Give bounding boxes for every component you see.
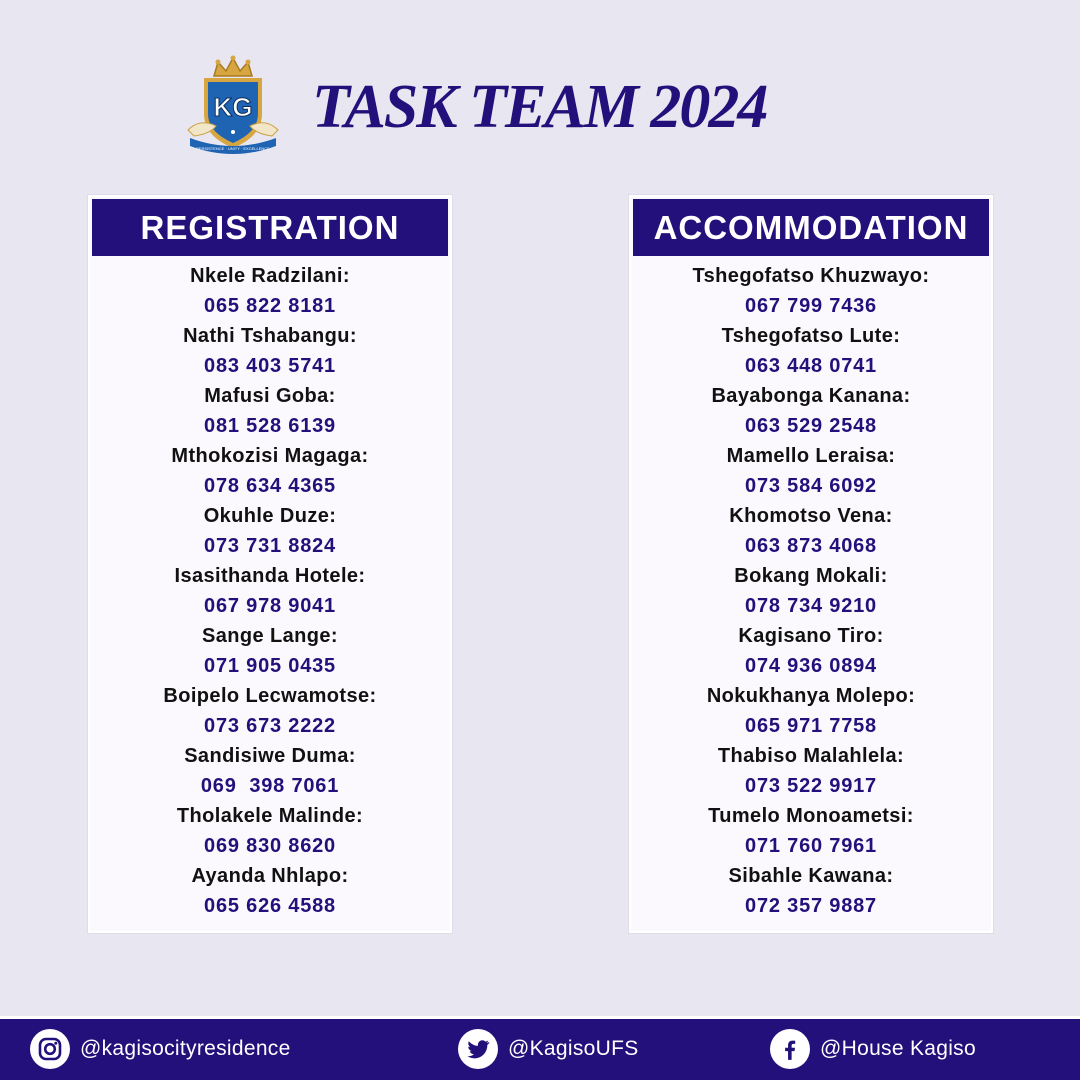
accommodation-card	[629, 195, 993, 933]
contact-phone[interactable]: 074 936 0894	[745, 655, 877, 677]
svg-text:KG: KG	[213, 92, 253, 122]
contact-entry	[90, 741, 450, 801]
instagram-handle: @kagisocityresidence	[80, 1037, 291, 1060]
contact-name: Nokukhanya Molepo:	[706, 685, 916, 707]
contact-name: Boipelo Lecwamotse:	[163, 685, 377, 707]
kg-crest-logo	[180, 54, 286, 158]
contact-entry	[90, 561, 450, 621]
contact-phone[interactable]: 078 634 4365	[204, 475, 336, 497]
contact-entry	[90, 261, 450, 321]
contact-name: Tholakele Malinde:	[176, 805, 364, 827]
contact-phone[interactable]: 063 448 0741	[745, 355, 877, 377]
contact-entry	[90, 441, 450, 501]
contact-phone[interactable]: 073 731 8824	[204, 535, 336, 557]
instagram-icon	[30, 1029, 70, 1069]
contact-entry	[631, 801, 991, 861]
contact-name: Tumelo Monoametsi:	[708, 805, 914, 827]
contact-phone[interactable]: 065 822 8181	[204, 295, 336, 317]
facebook-link[interactable]	[770, 1028, 976, 1070]
contact-entry	[631, 441, 991, 501]
contact-entry	[631, 861, 991, 921]
contact-entry	[90, 681, 450, 741]
page-title: TASK TEAM 2024	[312, 73, 767, 141]
contact-entry	[631, 381, 991, 441]
contact-name: Bokang Mokali:	[734, 565, 888, 587]
twitter-icon	[458, 1029, 498, 1069]
contact-phone[interactable]: 072 357 9887	[745, 895, 877, 917]
contact-name: Khomotso Vena:	[729, 505, 893, 527]
facebook-icon	[770, 1029, 810, 1069]
twitter-handle: @KagisoUFS	[508, 1037, 639, 1060]
contact-phone[interactable]: 078 734 9210	[745, 595, 877, 617]
contact-phone[interactable]: 071 905 0435	[204, 655, 336, 677]
contact-entry	[90, 321, 450, 381]
contact-entry	[631, 261, 991, 321]
contact-entry	[90, 621, 450, 681]
svg-text:PERSISTENCE · UNITY · EXCELLEN: PERSISTENCE · UNITY · EXCELLENCE	[196, 146, 270, 151]
contact-phone[interactable]: 081 528 6139	[204, 415, 336, 437]
contact-name: Bayabonga Kanana:	[711, 385, 911, 407]
registration-heading: REGISTRATION	[92, 199, 448, 256]
contact-name: Thabiso Malahlela:	[717, 745, 905, 767]
contact-entry	[631, 741, 991, 801]
contact-phone[interactable]: 083 403 5741	[204, 355, 336, 377]
contact-name: Ayanda Nhlapo:	[191, 865, 349, 887]
contact-entry	[631, 681, 991, 741]
contact-entry	[631, 501, 991, 561]
contact-name: Sibahle Kawana:	[728, 865, 894, 887]
contact-name: Tshegofatso Khuzwayo:	[692, 265, 930, 287]
contact-entry	[90, 501, 450, 561]
contact-name: Nkele Radzilani:	[190, 265, 350, 287]
social-footer	[0, 1016, 1080, 1080]
registration-list	[90, 256, 450, 921]
contact-name: Mthokozisi Magaga:	[171, 445, 369, 467]
contact-entry	[90, 861, 450, 921]
contact-phone[interactable]: 069 398 7061	[200, 775, 340, 797]
contact-phone[interactable]: 065 626 4588	[204, 895, 336, 917]
contact-name: Mamello Leraisa:	[726, 445, 896, 467]
twitter-link[interactable]	[458, 1028, 639, 1070]
contact-phone[interactable]: 063 529 2548	[745, 415, 877, 437]
instagram-link[interactable]	[30, 1028, 291, 1070]
contact-entry	[631, 321, 991, 381]
contact-phone[interactable]: 069 830 8620	[204, 835, 336, 857]
contact-name: Mafusi Goba:	[204, 385, 336, 407]
accommodation-list	[631, 256, 991, 921]
contact-phone[interactable]: 071 760 7961	[745, 835, 877, 857]
contact-entry	[631, 621, 991, 681]
contact-name: Kagisano Tiro:	[738, 625, 884, 647]
contact-phone[interactable]: 073 522 9917	[745, 775, 877, 797]
contact-name: Sange Lange:	[202, 625, 338, 647]
contact-phone[interactable]: 073 584 6092	[745, 475, 877, 497]
contact-entry	[90, 381, 450, 441]
contact-entry	[631, 561, 991, 621]
contact-phone[interactable]: 065 971 7758	[745, 715, 877, 737]
contact-phone[interactable]: 067 978 9041	[204, 595, 336, 617]
contact-name: Isasithanda Hotele:	[174, 565, 366, 587]
contact-phone[interactable]: 073 673 2222	[204, 715, 336, 737]
contact-phone[interactable]: 063 873 4068	[745, 535, 877, 557]
registration-card	[88, 195, 452, 933]
header	[0, 50, 1080, 160]
contact-name: Nathi Tshabangu:	[183, 325, 357, 347]
contact-name: Tshegofatso Lute:	[721, 325, 901, 347]
contact-name: Okuhle Duze:	[203, 505, 337, 527]
accommodation-heading: ACCOMMODATION	[633, 199, 989, 256]
contact-name: Sandisiwe Duma:	[184, 745, 356, 767]
contact-phone[interactable]: 067 799 7436	[745, 295, 877, 317]
facebook-handle: @House Kagiso	[820, 1037, 976, 1060]
contact-entry	[90, 801, 450, 861]
